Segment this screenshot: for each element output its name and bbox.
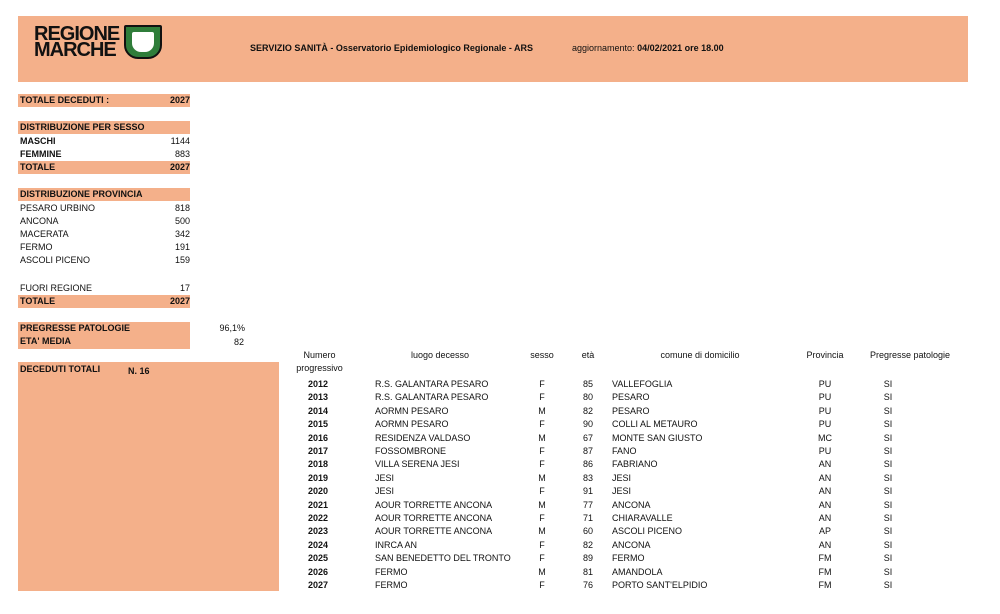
cell-sesso: F (539, 379, 545, 389)
provincia-title-row (20, 188, 190, 201)
cell-pregresse: SI (883, 580, 893, 590)
cell-numero: 2014 (307, 406, 329, 416)
sesso-label: FEMMINE (20, 149, 62, 159)
cell-comune: ANCONA (612, 540, 651, 550)
cell-comune: FANO (612, 446, 637, 456)
provincia-value: 342 (174, 229, 190, 239)
cell-numero: 2022 (307, 513, 329, 523)
deceduti-totali-label: DECEDUTI TOTALI (20, 364, 101, 374)
cell-sesso: F (539, 553, 545, 563)
provincia-value: 818 (174, 203, 190, 213)
sesso-label: MASCHI (20, 136, 56, 146)
cell-sesso: F (539, 419, 545, 429)
cell-sesso: M (538, 567, 546, 577)
sesso-value: 1144 (170, 136, 190, 146)
cell-provincia: PU (818, 446, 832, 456)
totale-deceduti-label: TOTALE DECEDUTI : (20, 95, 110, 105)
cell-luogo: AORMN PESARO (375, 406, 449, 416)
cell-provincia: MC (818, 433, 832, 443)
cell-luogo: R.S. GALANTARA PESARO (375, 379, 489, 389)
cell-eta: 81 (582, 567, 593, 577)
cell-luogo: AOUR TORRETTE ANCONA (375, 513, 493, 523)
cell-eta: 76 (582, 580, 593, 590)
provincia-row (20, 202, 190, 215)
cell-eta: 89 (582, 553, 593, 563)
cell-sesso: M (538, 500, 546, 510)
cell-pregresse: SI (883, 567, 893, 577)
header-progressivo: progressivo (296, 363, 343, 373)
cell-eta: 85 (582, 379, 593, 389)
fuori-regione-row (20, 282, 190, 295)
cell-comune: PESARO (612, 406, 650, 416)
logo-line2: MARCHE (34, 39, 116, 61)
cell-eta: 91 (582, 486, 593, 496)
eta-media-label: ETA' MEDIA (20, 336, 71, 346)
cell-eta: 80 (582, 392, 593, 402)
logo-line1: REGIONE (34, 23, 120, 45)
cell-eta: 71 (582, 513, 593, 523)
cell-provincia: AN (818, 473, 832, 483)
header-numero: Numero (303, 350, 336, 360)
header-provincia: Provincia (806, 350, 844, 360)
cell-eta: 90 (582, 419, 593, 429)
cell-pregresse: SI (883, 446, 893, 456)
cell-provincia: AN (818, 540, 832, 550)
cell-numero: 2023 (307, 526, 329, 536)
provincia-row (20, 241, 190, 254)
cell-pregresse: SI (883, 419, 893, 429)
cell-numero: 2020 (307, 486, 329, 496)
header-pregresse-patologie: Pregresse patologie (869, 350, 951, 360)
header-comune: comune di domicilio (660, 350, 740, 360)
cell-numero: 2024 (307, 540, 329, 550)
sesso-value: 883 (174, 149, 190, 159)
provincia-value: 191 (174, 242, 190, 252)
cell-numero: 2027 (307, 580, 329, 590)
cell-sesso: M (538, 526, 546, 536)
cell-provincia: FM (818, 567, 832, 577)
regione-marche-logo (34, 25, 174, 65)
cell-numero: 2017 (307, 446, 329, 456)
cell-luogo: FOSSOMBRONE (375, 446, 447, 456)
sesso-total-label: TOTALE (20, 162, 56, 172)
service-title: SERVIZIO SANITÀ - Osservatorio Epidemiologico Regionale - ARS (250, 43, 534, 53)
cell-provincia: AN (818, 459, 832, 469)
cell-luogo: JESI (375, 473, 395, 483)
cell-pregresse: SI (883, 553, 893, 563)
cell-comune: ANCONA (612, 500, 651, 510)
shield-icon (124, 25, 162, 59)
cell-comune: MONTE SAN GIUSTO (612, 433, 703, 443)
cell-comune: VALLEFOGLIA (612, 379, 673, 389)
sesso-total-value: 2027 (169, 162, 190, 172)
cell-luogo: FERMO (375, 580, 408, 590)
cell-eta: 82 (582, 540, 593, 550)
cell-luogo: JESI (375, 486, 395, 496)
update-info (572, 43, 724, 53)
cell-numero: 2015 (307, 419, 329, 429)
cell-eta: 77 (582, 500, 593, 510)
cell-numero: 2025 (307, 553, 329, 563)
cell-sesso: F (539, 392, 545, 402)
cell-comune: PORTO SANT'ELPIDIO (612, 580, 708, 590)
cell-pregresse: SI (883, 540, 893, 550)
cell-eta: 86 (582, 459, 593, 469)
cell-numero: 2013 (307, 392, 329, 402)
cell-luogo: R.S. GALANTARA PESARO (375, 392, 489, 402)
provincia-total-label: TOTALE (20, 296, 56, 306)
provincia-row (20, 254, 190, 267)
sesso-title-row (20, 121, 190, 134)
cell-numero: 2018 (307, 459, 329, 469)
provincia-row (20, 215, 190, 228)
provincia-label: MACERATA (20, 229, 69, 239)
cell-provincia: PU (818, 392, 832, 402)
sesso-total-row (20, 161, 190, 174)
provincia-label: ASCOLI PICENO (20, 255, 91, 265)
cell-sesso: F (539, 513, 545, 523)
cell-pregresse: SI (883, 486, 893, 496)
cell-provincia: FM (818, 553, 832, 563)
update-value: 04/02/2021 ore 18.00 (637, 43, 724, 53)
cell-luogo: INRCA AN (375, 540, 418, 550)
totale-deceduti-value: 2027 (169, 95, 190, 105)
cell-provincia: PU (818, 379, 832, 389)
provincia-label: PESARO URBINO (20, 203, 96, 213)
cell-comune: FABRIANO (612, 459, 658, 469)
provincia-title: DISTRIBUZIONE PROVINCIA (20, 189, 143, 199)
cell-numero: 2021 (307, 500, 329, 510)
cell-eta: 67 (582, 433, 593, 443)
cell-comune: JESI (612, 486, 632, 496)
deceduti-totali-box (18, 362, 279, 591)
cell-comune: AMANDOLA (612, 567, 663, 577)
provincia-row (20, 228, 190, 241)
cell-pregresse: SI (883, 473, 893, 483)
cell-comune: COLLI AL METAURO (612, 419, 698, 429)
cell-numero: 2016 (307, 433, 329, 443)
cell-sesso: F (539, 459, 545, 469)
cell-luogo: AOUR TORRETTE ANCONA (375, 526, 493, 536)
cell-sesso: F (539, 580, 545, 590)
cell-pregresse: SI (883, 379, 893, 389)
pregresse-value: 96,1% (219, 323, 245, 333)
header-eta: età (581, 350, 595, 360)
cell-luogo: VILLA SERENA JESI (375, 459, 460, 469)
sesso-row (20, 135, 190, 148)
cell-numero: 2026 (307, 567, 329, 577)
cell-sesso: M (538, 473, 546, 483)
cell-sesso: M (538, 406, 546, 416)
cell-numero: 2019 (307, 473, 329, 483)
cell-provincia: PU (818, 419, 832, 429)
cell-numero: 2012 (307, 379, 329, 389)
cell-pregresse: SI (883, 513, 893, 523)
cell-sesso: F (539, 540, 545, 550)
cell-luogo: AORMN PESARO (375, 419, 449, 429)
provincia-total-row (20, 295, 190, 308)
cell-sesso: M (538, 433, 546, 443)
cell-provincia: AN (818, 500, 832, 510)
cell-comune: JESI (612, 473, 632, 483)
cell-comune: ASCOLI PICENO (612, 526, 683, 536)
cell-provincia: PU (818, 406, 832, 416)
cell-sesso: F (539, 486, 545, 496)
cell-pregresse: SI (883, 500, 893, 510)
cell-luogo: AOUR TORRETTE ANCONA (375, 500, 493, 510)
provincia-label: ANCONA (20, 216, 59, 226)
cell-luogo: FERMO (375, 567, 408, 577)
cell-luogo: RESIDENZA VALDASO (375, 433, 471, 443)
header-sesso: sesso (530, 350, 554, 360)
cell-pregresse: SI (883, 433, 893, 443)
cell-comune: PESARO (612, 392, 650, 402)
cell-eta: 82 (582, 406, 593, 416)
cell-eta: 60 (582, 526, 593, 536)
totale-deceduti-row (20, 94, 190, 107)
cell-pregresse: SI (883, 526, 893, 536)
update-label: aggiornamento: (572, 43, 635, 53)
cell-comune: CHIARAVALLE (612, 513, 673, 523)
provincia-total-value: 2027 (169, 296, 190, 306)
cell-comune: FERMO (612, 553, 645, 563)
header-numero-progressivo (292, 350, 347, 373)
cell-sesso: F (539, 446, 545, 456)
eta-media-value: 82 (233, 337, 244, 347)
cell-eta: 83 (582, 473, 593, 483)
pregresse-label: PREGRESSE PATOLOGIE (20, 323, 131, 333)
deceduti-totali-count: N. 16 (128, 366, 150, 376)
provincia-label: FERMO (20, 242, 53, 252)
sesso-row (20, 148, 190, 161)
cell-provincia: AN (818, 513, 832, 523)
cell-provincia: AP (818, 526, 831, 536)
cell-pregresse: SI (883, 392, 893, 402)
header-luogo-decesso: luogo decesso (410, 350, 470, 360)
provincia-value: 159 (174, 255, 190, 265)
fuori-regione-value: 17 (179, 283, 190, 293)
cell-pregresse: SI (883, 406, 893, 416)
cell-pregresse: SI (883, 459, 893, 469)
cell-provincia: FM (818, 580, 832, 590)
cell-eta: 87 (582, 446, 593, 456)
sesso-title: DISTRIBUZIONE PER SESSO (20, 122, 145, 132)
fuori-regione-label: FUORI REGIONE (20, 283, 93, 293)
provincia-value: 500 (174, 216, 190, 226)
cell-luogo: SAN BENEDETTO DEL TRONTO (375, 553, 511, 563)
cell-provincia: AN (818, 486, 832, 496)
